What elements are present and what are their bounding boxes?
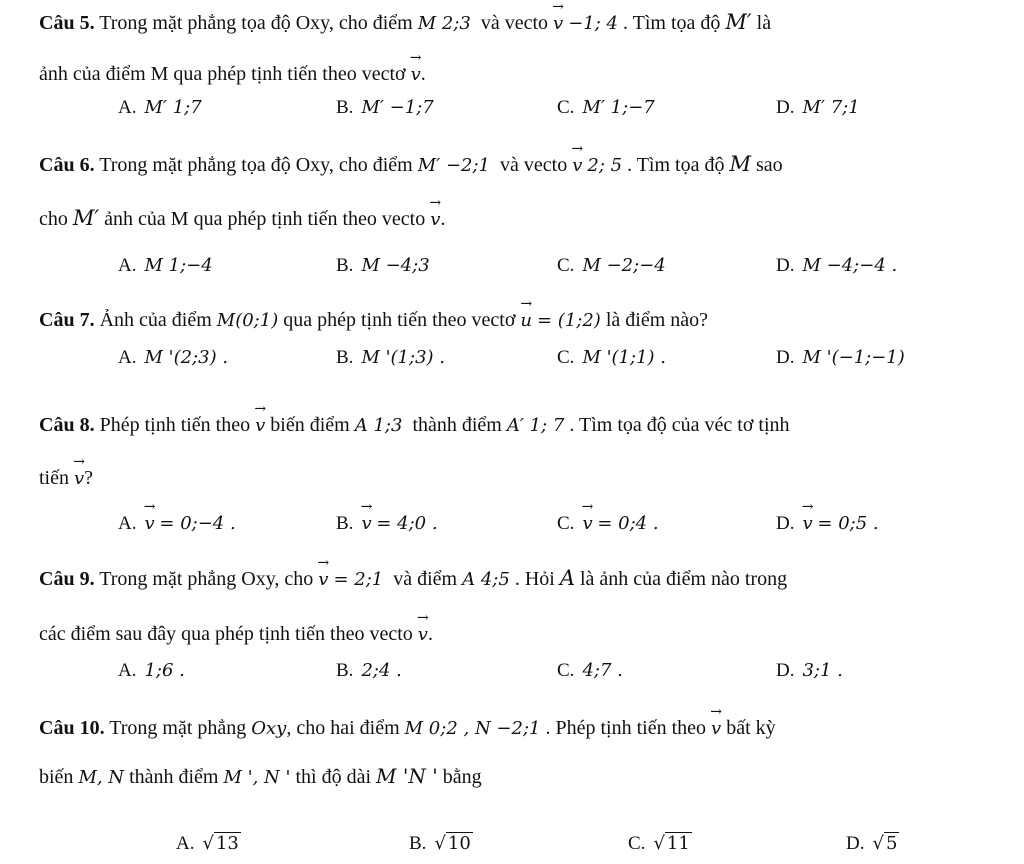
q8-text-2: biến điểm <box>270 414 350 436</box>
option-label: C. <box>557 513 575 534</box>
option-value: M′ 1;7 <box>144 97 202 118</box>
q5-vector-v2: → v <box>411 63 421 87</box>
q8-text-6: ? <box>84 467 94 489</box>
q7-vector-value: = (1;2) <box>537 310 601 331</box>
q5-text-6: . <box>420 63 426 85</box>
q5-option-c[interactable] <box>557 96 655 120</box>
q7-vector-u: → u <box>520 309 532 333</box>
q8-vector-v: → v <box>255 414 265 438</box>
q6-option-d[interactable] <box>776 254 897 278</box>
q9-point-a: A 4;5 <box>462 569 510 590</box>
option-label: C. <box>628 833 646 854</box>
q5-line2 <box>39 62 426 87</box>
q6-vector-v2: → v <box>430 208 440 232</box>
option-label: A. <box>118 513 137 534</box>
q8-number: Câu 8. <box>39 414 95 436</box>
q10-text-5: biến <box>39 766 74 788</box>
q10-number: Câu 10. <box>39 717 105 739</box>
q5-option-d[interactable] <box>776 96 860 120</box>
q10-text-6: thành điểm <box>129 766 219 788</box>
q5-text-2: và vecto <box>480 12 549 34</box>
q7-line1 <box>39 308 708 333</box>
q10-points: M 0;2 , N −2;1 <box>404 718 541 739</box>
q7-text-2: qua phép tịnh tiến theo vectơ <box>283 309 516 331</box>
option-label: C. <box>557 255 575 276</box>
option-value: M '(−1;−1) <box>802 347 905 368</box>
option-label: B. <box>336 513 354 534</box>
q7-point-m: M(0;1) <box>216 310 279 331</box>
option-value: 1;6 . <box>144 660 185 681</box>
option-value: M −4;3 <box>361 255 430 276</box>
q7-text-1: Ảnh của điểm <box>99 309 212 331</box>
q5-text-1: Trong mặt phẳng tọa độ Oxy, cho điểm <box>99 12 413 34</box>
option-vector: → v <box>361 512 371 536</box>
q5-vector-v: → v <box>553 12 563 36</box>
option-label: C. <box>557 660 575 681</box>
radicand: 10 <box>447 833 471 854</box>
option-value: M′ −1;7 <box>361 97 434 118</box>
q9-option-c[interactable] <box>557 659 623 683</box>
q5-point-mprime: M′ <box>725 10 752 34</box>
q6-option-a[interactable] <box>118 254 213 278</box>
q10-option-b[interactable] <box>409 832 473 856</box>
option-value: M −4;−4 . <box>802 255 898 276</box>
q7-text-3: là điểm nào? <box>605 309 709 331</box>
option-label: A. <box>176 833 195 854</box>
q6-point-m: M <box>729 152 751 176</box>
q10-text-7: thì độ dài <box>295 766 372 788</box>
q5-text-4: là <box>756 12 772 34</box>
q8-point-aprime: A′ 1; 7 <box>506 415 565 436</box>
q6-line2 <box>39 206 445 232</box>
q9-option-a[interactable] <box>118 659 185 683</box>
q10-text-4: bất kỳ <box>726 717 776 739</box>
option-label: D. <box>776 513 795 534</box>
q8-line1 <box>39 413 790 438</box>
option-label: D. <box>776 347 795 368</box>
option-vector: → v <box>144 512 154 536</box>
q7-number: Câu 7. <box>39 309 95 331</box>
q9-line2 <box>39 622 433 647</box>
q8-option-b[interactable] <box>336 512 438 536</box>
q5-option-b[interactable] <box>336 96 434 120</box>
option-value: M′ 7;1 <box>802 97 860 118</box>
q8-text-5: tiến <box>39 467 69 489</box>
q8-option-d[interactable] <box>776 512 879 536</box>
q6-point-mprime: M′ −2;1 <box>417 155 491 176</box>
q10-line1 <box>39 716 776 741</box>
q9-option-d[interactable] <box>776 659 843 683</box>
q10-text-1: Trong mặt phẳng <box>109 717 247 739</box>
q9-text-1: Trong mặt phẳng Oxy, cho <box>99 568 314 590</box>
q8-vector-v2: → v <box>74 467 84 491</box>
q9-number: Câu 9. <box>39 568 95 590</box>
q5-option-a[interactable] <box>118 96 202 120</box>
q9-option-b[interactable] <box>336 659 402 683</box>
option-value: = 4;0 . <box>376 513 438 534</box>
option-label: B. <box>336 347 354 368</box>
q8-text-4: . Tìm tọa độ của véc tơ tịnh <box>569 414 790 436</box>
q7-option-d[interactable] <box>776 346 905 370</box>
option-label: C. <box>557 97 575 118</box>
option-value: = 0;5 . <box>817 513 879 534</box>
option-label: B. <box>336 255 354 276</box>
q9-line1 <box>39 566 787 592</box>
option-label: B. <box>409 833 427 854</box>
q9-vector-v2: → v <box>418 623 428 647</box>
q10-oxy: Oxy <box>251 718 287 739</box>
q6-option-c[interactable] <box>557 254 666 278</box>
option-value: M '(1;3) . <box>361 347 445 368</box>
q10-mpnp: M ', N ' <box>223 767 291 788</box>
option-value: = 0;−4 . <box>159 513 236 534</box>
q6-option-b[interactable] <box>336 254 430 278</box>
q9-vector-value: = 2;1 <box>333 569 384 590</box>
q10-text-2: , cho hai điểm <box>286 717 400 739</box>
option-value: M′ 1;−7 <box>582 97 655 118</box>
q7-option-b[interactable] <box>336 346 445 370</box>
q6-text-5: cho <box>39 208 68 230</box>
q5-text-5: ảnh của điểm M qua phép tịnh tiến theo vectơ <box>39 63 406 85</box>
q10-option-a[interactable] <box>176 832 241 856</box>
q5-vector-value: −1; 4 <box>568 13 618 34</box>
q6-point-mprime2: M′ <box>72 206 100 230</box>
q6-text-6: ảnh của M qua phép tịnh tiến theo vecto <box>104 208 426 230</box>
option-label: D. <box>846 833 865 854</box>
q5-number: Câu 5. <box>39 12 95 34</box>
option-label: B. <box>336 660 354 681</box>
option-vector: → v <box>802 512 812 536</box>
q10-text-8: bằng <box>442 766 482 788</box>
q10-mn: M, N <box>78 767 125 788</box>
q6-line1 <box>39 152 783 178</box>
q9-text-2: và điểm <box>393 568 458 590</box>
q9-text-4: là ảnh của điểm nào trong <box>579 568 788 590</box>
option-label: D. <box>776 97 795 118</box>
q5-text-3: . Tìm tọa độ <box>622 12 721 34</box>
radicand: 13 <box>215 833 239 854</box>
option-value: = 0;4 . <box>597 513 659 534</box>
option-label: D. <box>776 660 795 681</box>
option-label: B. <box>336 97 354 118</box>
option-label: A. <box>118 97 137 118</box>
q8-option-c[interactable] <box>557 512 659 536</box>
option-value: M −2;−4 <box>582 255 666 276</box>
q9-text-3: . Hỏi <box>514 568 555 590</box>
option-label: A. <box>118 660 137 681</box>
radicand: 11 <box>666 833 690 854</box>
option-vector: → v <box>582 512 592 536</box>
q7-option-c[interactable] <box>557 346 666 370</box>
option-value: M '(2;3) . <box>144 347 229 368</box>
option-value: 4;7 . <box>582 660 623 681</box>
option-value: 3;1 . <box>802 660 843 681</box>
q9-text-5: các điểm sau đây qua phép tịnh tiến theo vecto <box>39 623 413 645</box>
q6-text-1: Trong mặt phẳng tọa độ Oxy, cho điểm <box>99 154 413 176</box>
q7-option-a[interactable] <box>118 346 228 370</box>
q8-option-a[interactable] <box>118 512 236 536</box>
q10-option-d[interactable] <box>846 832 899 856</box>
q6-text-4: sao <box>756 154 783 176</box>
q8-point-a: A 1;3 <box>354 415 403 436</box>
radicand: 5 <box>885 833 898 854</box>
option-label: D. <box>776 255 795 276</box>
q6-text-2: và vecto <box>500 154 568 176</box>
option-value: M '(1;1) . <box>582 347 666 368</box>
option-label: C. <box>557 347 575 368</box>
q8-text-1: Phép tịnh tiến theo <box>99 414 251 436</box>
q9-vector-v: → v <box>318 568 328 592</box>
q10-line2 <box>39 764 482 790</box>
q10-mpnp-length: M 'N ' <box>376 764 438 788</box>
sqrt-expression: √ 10 <box>434 833 471 854</box>
q5-line1 <box>39 10 771 36</box>
q5-point-m: M 2;3 <box>417 13 471 34</box>
q10-option-c[interactable] <box>628 832 692 856</box>
q9-point-a-name: A <box>559 566 575 590</box>
q8-text-3: thành điểm <box>412 414 502 436</box>
option-value: M 1;−4 <box>144 255 213 276</box>
option-value: 2;4 . <box>361 660 402 681</box>
q10-text-3: . Phép tịnh tiến theo <box>545 717 707 739</box>
q6-vector-v: → v <box>572 154 582 178</box>
q6-number: Câu 6. <box>39 154 95 176</box>
q6-text-3: . Tìm tọa độ <box>627 154 725 176</box>
sqrt-expression: √ 11 <box>653 833 690 854</box>
sqrt-expression: √ 13 <box>202 833 239 854</box>
q8-line2 <box>39 466 93 491</box>
q9-text-6: . <box>427 623 433 645</box>
q6-text-7: . <box>440 208 446 230</box>
q10-vector-v: → v <box>711 717 721 741</box>
sqrt-expression: √ 5 <box>872 833 898 854</box>
option-label: A. <box>118 255 137 276</box>
option-label: A. <box>118 347 137 368</box>
q6-vector-value: 2; 5 <box>587 155 623 176</box>
